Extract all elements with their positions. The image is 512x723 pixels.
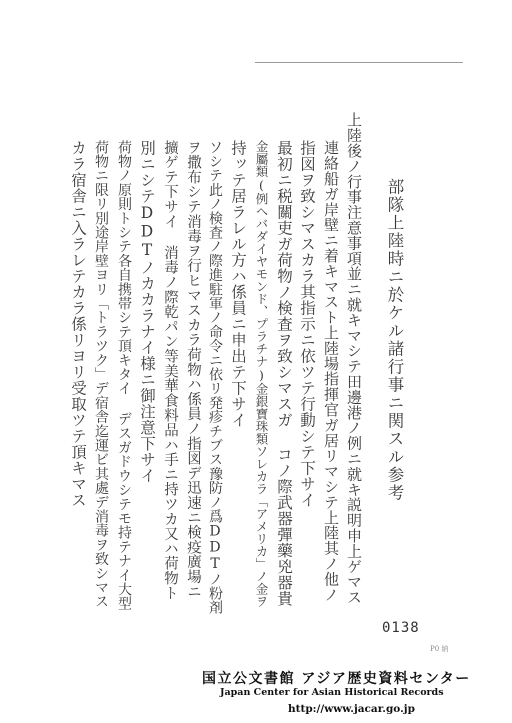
text-column-8: ヲ撒布シテ消毒ヲ行ヒマスカラ荷物ハ係員ノ指図デ迅速ニ検疫廣場ニ (185, 140, 201, 599)
text-column-1: 上陸後ノ行事注意事項並ニ就キマシテ田邊港ノ例ニ就キ説明申上ゲマス (345, 112, 363, 605)
text-column-10: 別ニシテDDTノカカラナイ様ニ御注意下サイ (138, 140, 156, 484)
text-column-11: 荷物ノ原則トシテ各自携帯シテ頂キタイ デスガドウシテモ持テナイ大型 (116, 140, 132, 611)
text-column-5: 金屬類(例ヘバダイヤモンド、プラチナ)金銀寶珠類ソレカラ「アメリカ」ノ金ヲ (254, 140, 269, 608)
text-column-13: カラ宿舎ニ入ラレテカラ係リヨリ受取ツテ頂キマス (69, 140, 87, 508)
archive-url[interactable]: http://www.jacar.go.jp (288, 703, 415, 715)
text-column-3: 指図ヲ致シマスカラ其指示ニ依ツテ行動シテ下サイ (298, 140, 316, 508)
page-number: 0138 (382, 620, 420, 636)
text-column-7: ソシテ此ノ検査ノ際進駐軍ノ命令ニ依リ発疹チブス豫防ノ爲DDTノ粉剤 (207, 140, 223, 615)
text-column-2: 連絡船ガ岸壁ニ着キマスト上陸場指揮官ガ居リマシテ上陸其ノ他ノ (322, 140, 340, 602)
text-column-9: 擴ゲテ下サイ 消毒ノ際乾パン等美華食料品ハ手ニ持ツカ又ハ荷物ト (162, 140, 178, 601)
archive-name-jp: 国立公文書館 アジア歴史資料センター (202, 671, 471, 687)
header-rule-line (255, 62, 463, 63)
archive-name-en: Japan Center for Asian Historical Records (220, 687, 444, 698)
text-column-4: 最初ニ税關吏ガ荷物ノ検査ヲ致シマスガ コノ際武器彈藥兇器貴 (275, 140, 293, 607)
margin-note: P0 納 (430, 645, 449, 653)
archive-footer (170, 668, 510, 723)
document-title: 部隊上陸時ニ於ケル諸行事ニ関スル参考 (385, 178, 404, 502)
text-column-12: 荷物ニ限リ別途岸壁ヨリ「トラツク」デ宿舎迄運ビ其處デ消毒ヲ致シマス (93, 140, 109, 609)
text-column-6: 持ッテ居ラレル方ハ係員ニ申出テ下サイ (229, 140, 247, 428)
